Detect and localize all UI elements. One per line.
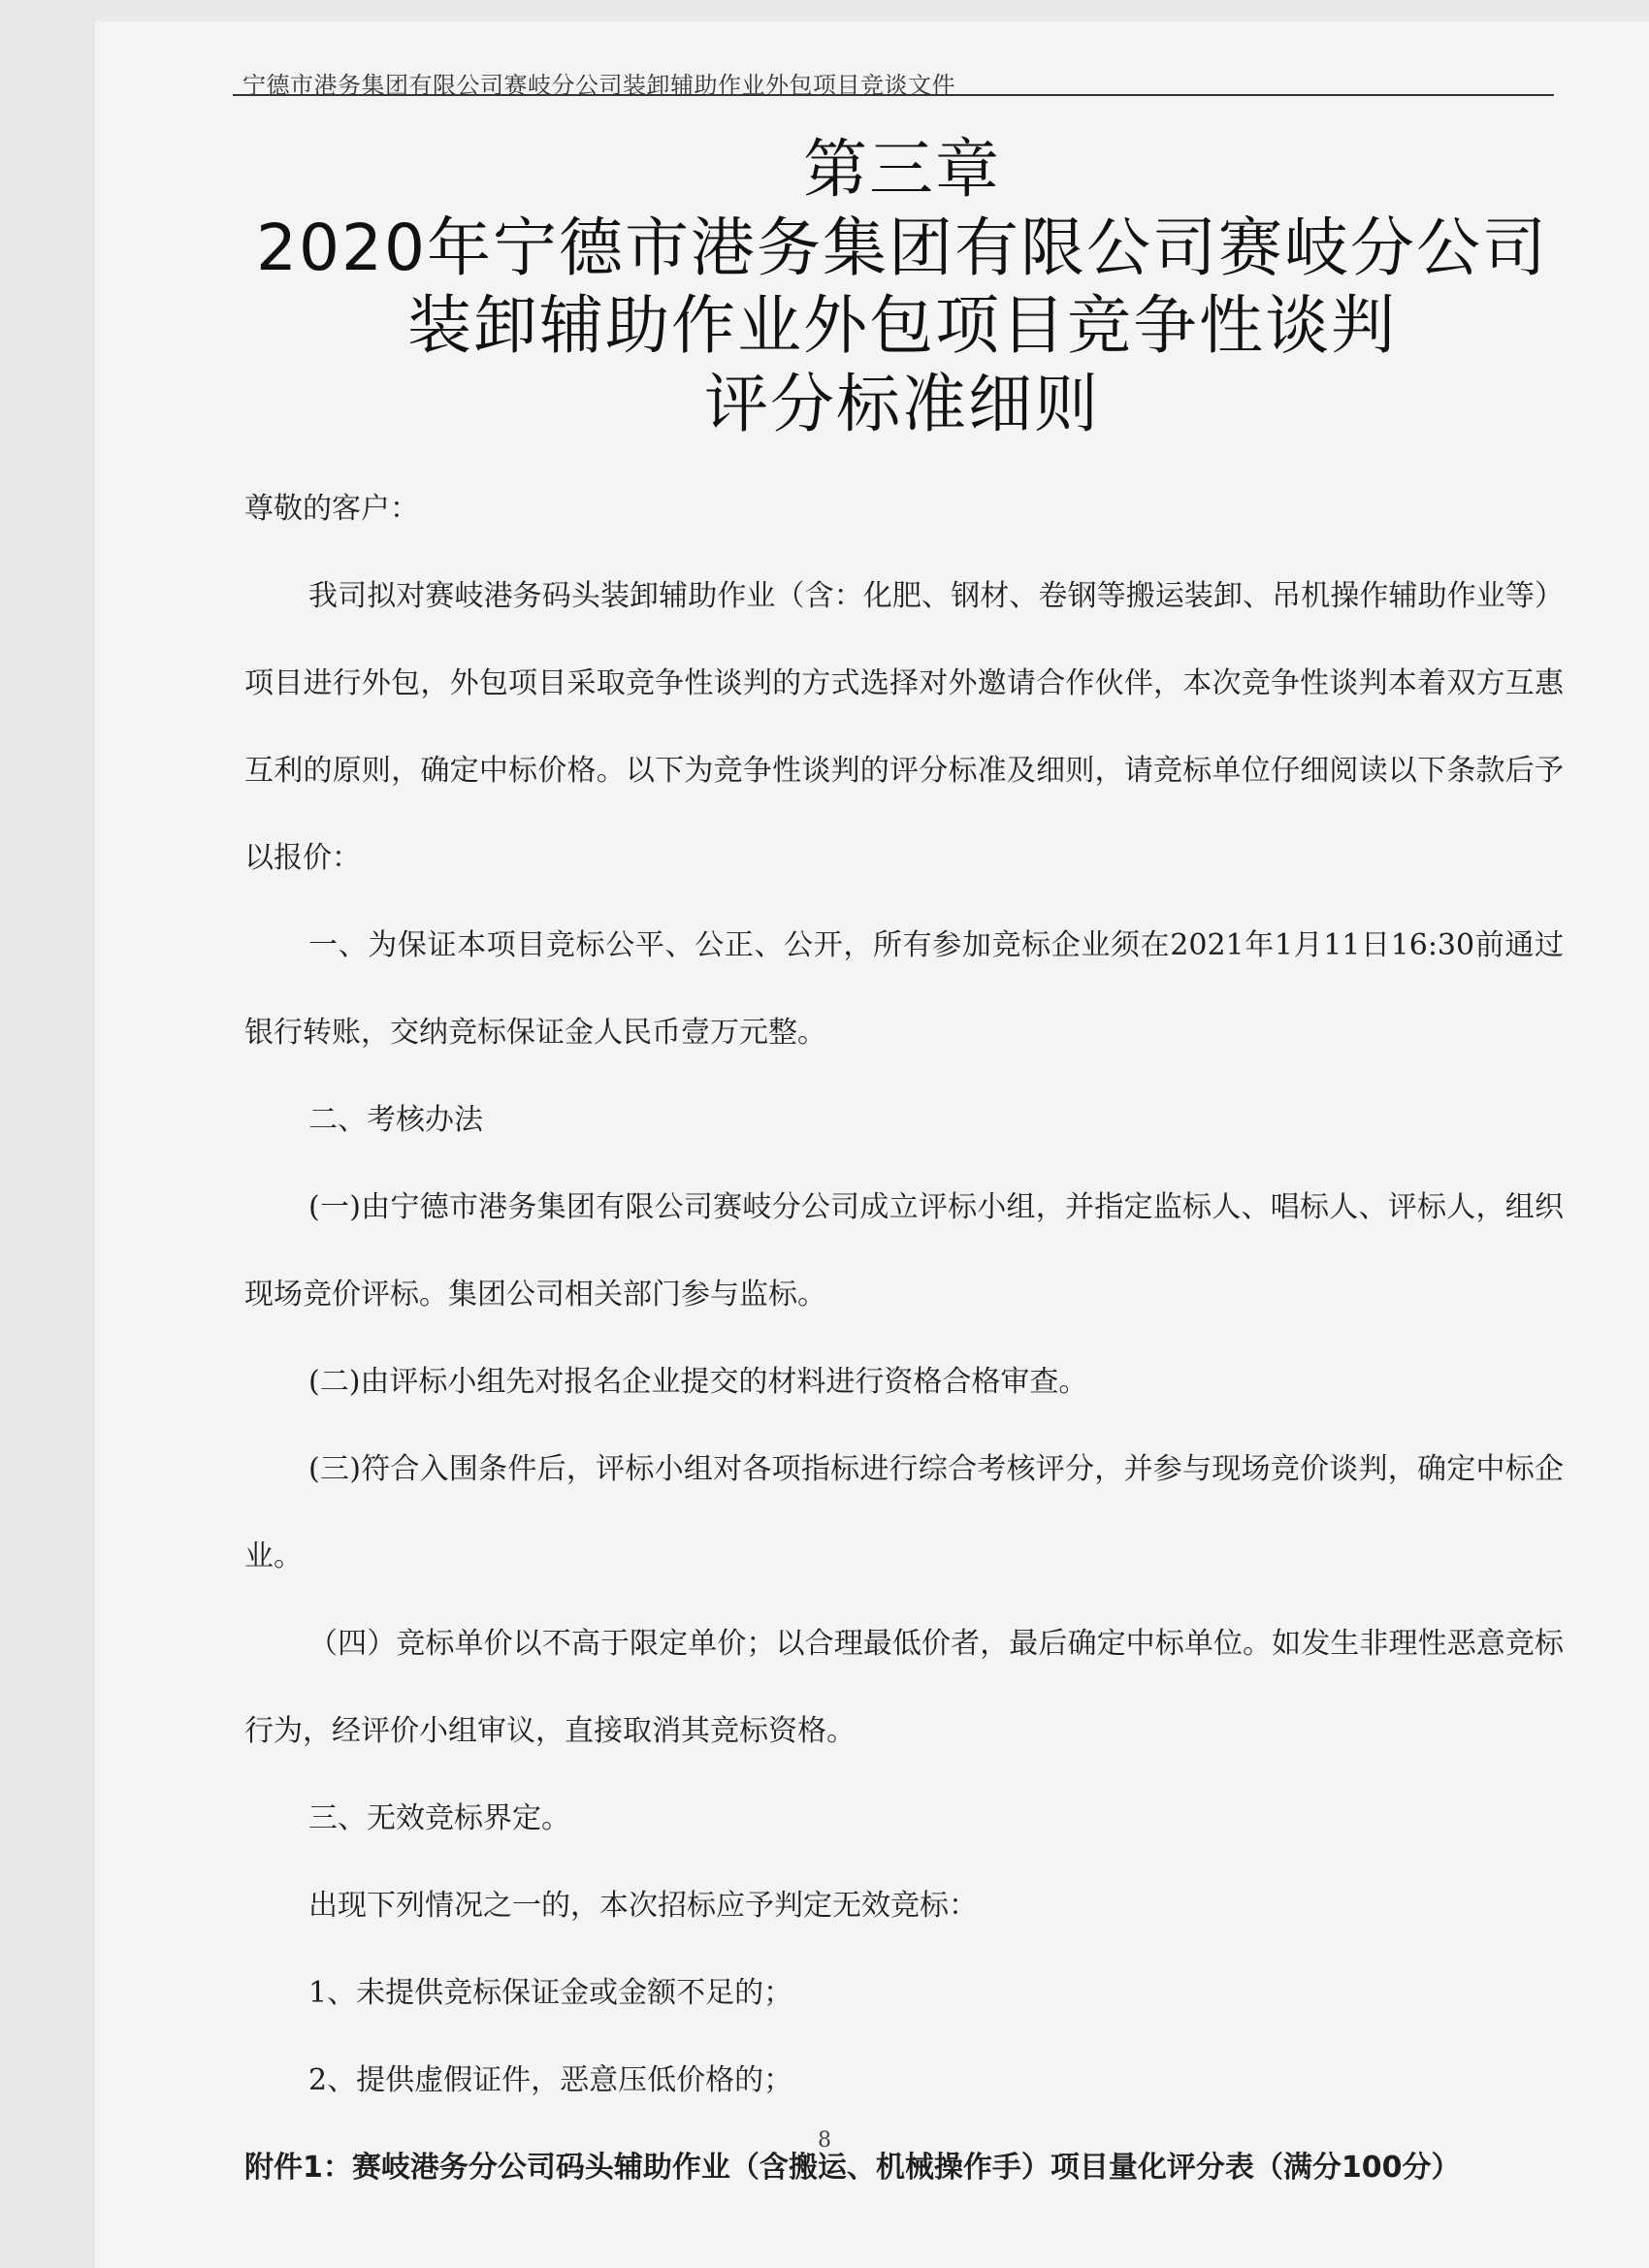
intro-paragraph: 我司拟对赛岐港务码头装卸辅助作业（含：化肥、钢材、卷钢等搬运装卸、吊机操作辅助作业等）项目进行外包，外包项目采取竞争性谈判的方式选择对外邀请合作伙伴，本次竞争性谈判本着双方互惠互利的原则，确定中标价格。以下为竞争性谈判的评分标准及细则，请竞标单位仔细阅读以下条款后予以报价： <box>244 579 1564 875</box>
title-line-3: 装卸辅助作业外包项目竞争性谈判 <box>407 288 1397 364</box>
section-2-heading: 二、考核办法 <box>308 1103 483 1137</box>
section-3-intro: 出现下列情况之一的，本次招标应予判定无效竞标： <box>308 1889 978 1923</box>
chapter-title: 第三章 <box>803 132 1001 207</box>
section-2-item-1: (一)由宁德市港务集团有限公司赛岐分公司成立评标小组，并指定监标人、唱标人、评标人，组织现场竞价评标。集团公司相关部门参与监标。 <box>244 1190 1564 1312</box>
section-1-paragraph: 一、为保证本项目竞标公平、公正、公开，所有参加竞标企业须在2021年1月11日16:30前通过银行转账，交纳竞标保证金人民币壹万元整。 <box>244 928 1564 1050</box>
title-line-4: 评分标准细则 <box>704 366 1100 441</box>
section-2-item-4: （四）竞标单价以不高于限定单价；以合理最低价者，最后确定中标单位。如发生非理性恶意竞标行为，经评价小组审议，直接取消其竞标资格。 <box>244 1627 1564 1748</box>
title-block <box>175 131 1630 443</box>
document-body <box>244 466 1564 2212</box>
section-2-item-3: (三)符合入围条件后，评标小组对各项指标进行综合考核评分，并参与现场竞价谈判，确定中标企业。 <box>244 1452 1564 1573</box>
section-2-item-2: (二)由评标小组先对报名企业提交的材料进行资格合格审查。 <box>308 1365 1088 1399</box>
header-rule <box>233 94 1554 96</box>
section-3-item-1: 1、未提供竞标保证金或金额不足的； <box>308 1976 793 2010</box>
attachment-title: 赛岐港务分公司码头辅助作业（含搬运、机械操作手）项目量化评分表（满分100分） <box>351 2151 1461 2185</box>
section-3-item-2: 2、提供虚假证件，恶意压低价格的； <box>308 2063 793 2097</box>
section-3-heading: 三、无效竞标界定。 <box>308 1801 570 1835</box>
page-number: 8 <box>818 2128 831 2153</box>
attachment-label: 附件1： <box>244 2151 352 2185</box>
title-line-2: 2020年宁德市港务集团有限公司赛岐分公司 <box>256 210 1548 285</box>
salutation: 尊敬的客户： <box>244 492 419 526</box>
document-header: 宁德市港务集团有限公司赛岐分公司装卸辅助作业外包项目竞谈文件 <box>242 72 955 99</box>
